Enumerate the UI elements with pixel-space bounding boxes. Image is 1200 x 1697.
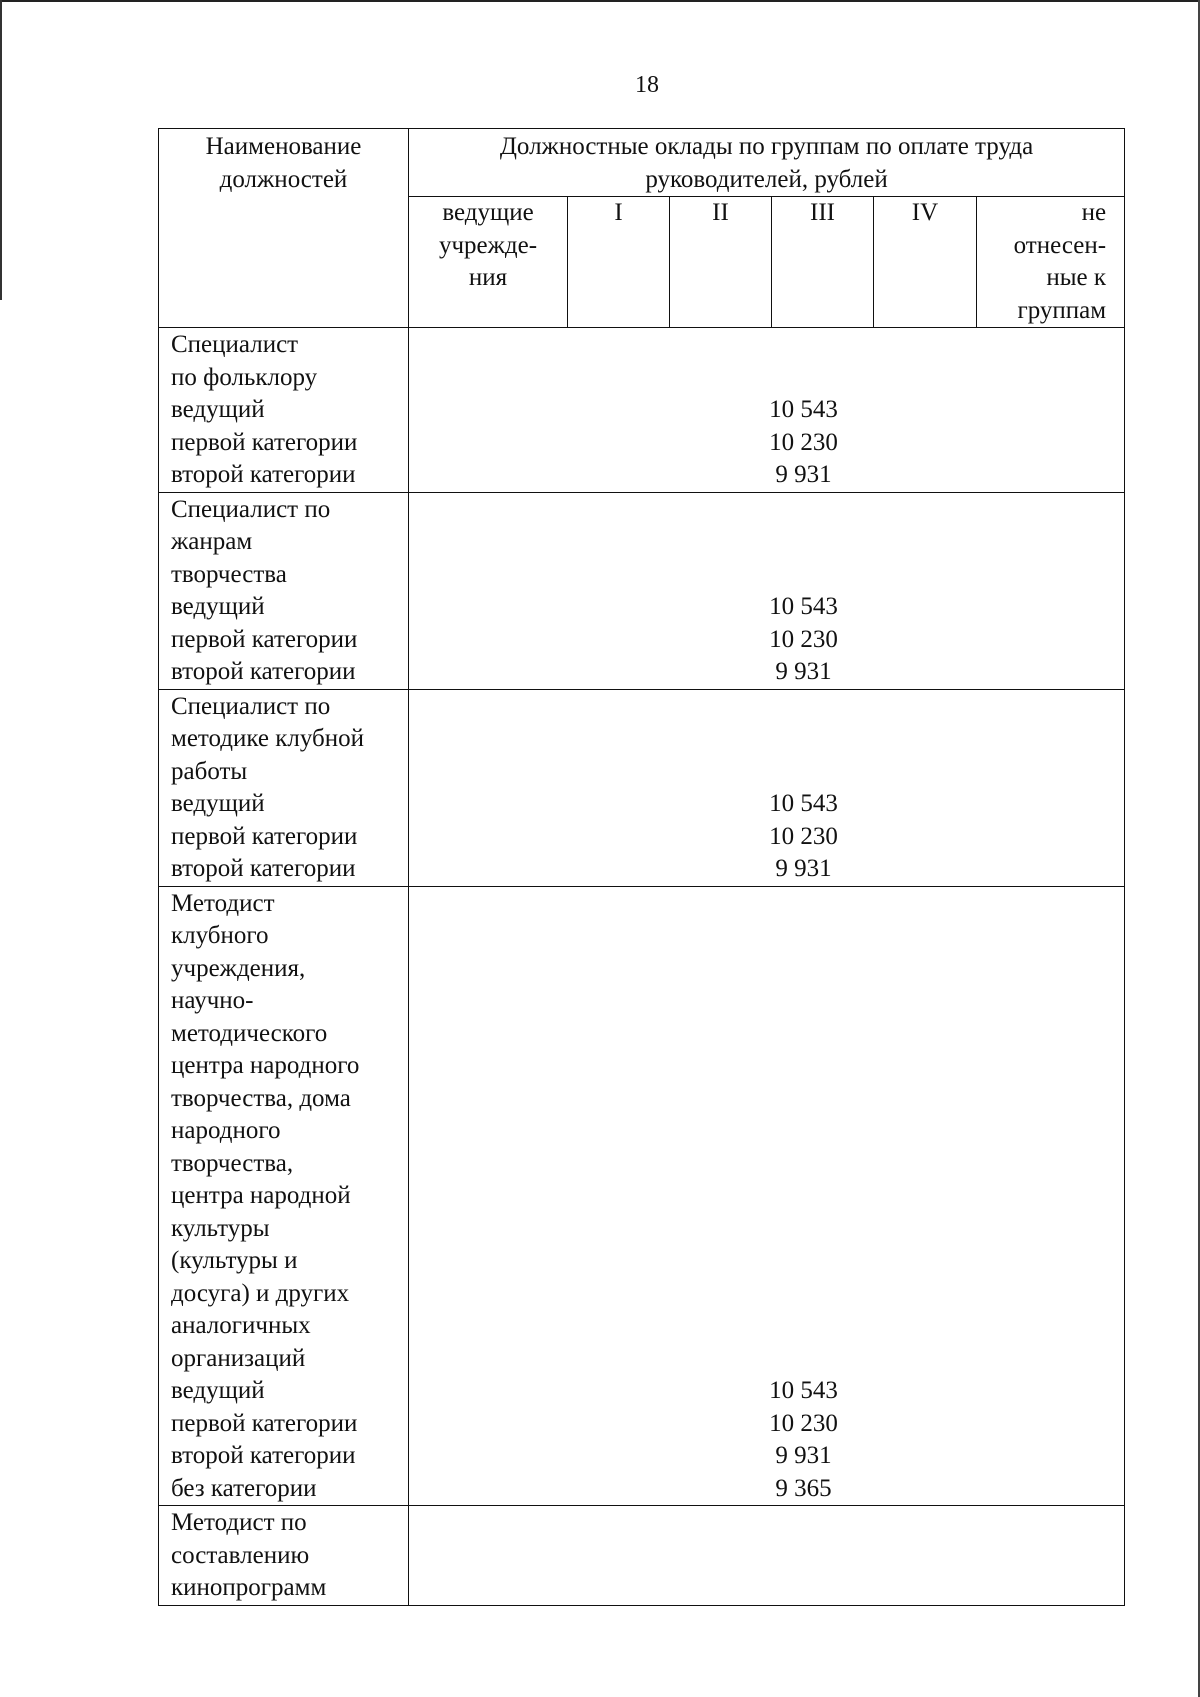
position-name-line: второй категории bbox=[171, 461, 356, 488]
position-name-line: методического bbox=[171, 1019, 328, 1047]
position-name-line: центра народной bbox=[171, 1182, 351, 1209]
position-name-cell bbox=[159, 886, 409, 1506]
salary-values-cell bbox=[409, 328, 1125, 493]
position-name-line: Методист bbox=[171, 889, 275, 917]
position-name-line: творчества bbox=[171, 560, 287, 588]
header-row bbox=[159, 129, 1125, 197]
position-name-line: досуга) и других bbox=[171, 1279, 350, 1307]
position-name-line: клубного bbox=[171, 922, 269, 949]
header-group-unassigned: не отнесен- ные к группам bbox=[977, 197, 1125, 328]
salary-value: 9 931 bbox=[775, 1442, 832, 1469]
position-name-line: ведущий bbox=[171, 396, 265, 423]
scan-edge bbox=[0, 0, 2, 300]
salary-values bbox=[409, 591, 1124, 689]
position-name-line: организаций bbox=[171, 1344, 306, 1372]
table-row bbox=[159, 328, 1125, 493]
position-name-line: научно- bbox=[171, 987, 254, 1014]
salary-values bbox=[409, 1375, 1124, 1505]
page-number: 18 bbox=[635, 72, 659, 98]
salary-value: 10 543 bbox=[769, 1377, 838, 1404]
position-name-line: Специалист по bbox=[171, 692, 331, 720]
position-name-line: творчества, дома bbox=[171, 1084, 351, 1112]
header-group-4: IV bbox=[874, 197, 977, 328]
salary-value: 9 931 bbox=[775, 658, 832, 685]
position-name-line: центра народного bbox=[171, 1052, 360, 1079]
header-group-3: III bbox=[772, 197, 874, 328]
position-name-line: (культуры и bbox=[171, 1247, 298, 1274]
position-name-line: первой категории bbox=[171, 1409, 358, 1437]
salary-values-cell bbox=[409, 492, 1125, 689]
salary-values bbox=[409, 394, 1124, 492]
salary-table bbox=[158, 128, 1125, 1606]
position-name-line: второй категории bbox=[171, 1442, 356, 1469]
salary-value: 9 365 bbox=[775, 1474, 832, 1502]
position-name-line: Методист по bbox=[171, 1509, 307, 1536]
position-name-line: второй категории bbox=[171, 855, 356, 882]
position-name-line: учреждения, bbox=[171, 954, 306, 982]
salary-values-cell bbox=[409, 1506, 1125, 1606]
position-name-line: работы bbox=[171, 757, 248, 785]
position-name-line: ведущий bbox=[171, 593, 265, 620]
salary-value: 10 230 bbox=[769, 822, 838, 850]
position-name-cell bbox=[159, 689, 409, 886]
position-name-line: по фольклору bbox=[171, 363, 318, 391]
salary-value: 10 543 bbox=[769, 790, 838, 817]
position-name-line: методике клубной bbox=[171, 725, 365, 752]
header-group-1: I bbox=[568, 197, 670, 328]
table-row bbox=[159, 1506, 1125, 1606]
table-row bbox=[159, 689, 1125, 886]
table-row bbox=[159, 492, 1125, 689]
position-name-line: второй категории bbox=[171, 658, 356, 685]
salary-value: 10 230 bbox=[769, 1409, 838, 1437]
position-name-line: первой категории bbox=[171, 625, 358, 653]
position-name-line: жанрам bbox=[171, 528, 253, 555]
position-name-cell bbox=[159, 492, 409, 689]
position-name-line: составлению bbox=[171, 1541, 310, 1569]
position-name-cell bbox=[159, 1506, 409, 1606]
position-name-line: народного bbox=[171, 1117, 281, 1144]
position-name-line: творчества, bbox=[171, 1149, 294, 1177]
table-row bbox=[159, 886, 1125, 1506]
position-name-line: ведущий bbox=[171, 1377, 265, 1404]
salary-value: 10 230 bbox=[769, 625, 838, 653]
header-position-name: Наименование должностей bbox=[159, 129, 409, 328]
position-name-line: ведущий bbox=[171, 790, 265, 817]
salary-value: 10 230 bbox=[769, 428, 838, 456]
header-salary-title: Должностные оклады по группам по оплате труда руководителей, рублей bbox=[409, 129, 1125, 197]
scan-edge bbox=[0, 0, 1200, 2]
salary-values-cell bbox=[409, 886, 1125, 1506]
position-name-line: аналогичных bbox=[171, 1312, 311, 1339]
position-name-line: кинопрограмм bbox=[171, 1574, 327, 1601]
salary-values-cell bbox=[409, 689, 1125, 886]
position-name-line: культуры bbox=[171, 1214, 270, 1242]
position-name-cell bbox=[159, 328, 409, 493]
position-name-line: без категории bbox=[171, 1474, 317, 1502]
position-name-line: первой категории bbox=[171, 428, 358, 456]
header-group-2: II bbox=[670, 197, 772, 328]
salary-values bbox=[409, 788, 1124, 886]
salary-value: 9 931 bbox=[775, 855, 832, 882]
salary-value: 10 543 bbox=[769, 593, 838, 620]
header-group-leading: ведущие учрежде- ния bbox=[409, 197, 568, 328]
position-name-line: Специалист bbox=[171, 331, 299, 358]
salary-value: 9 931 bbox=[775, 461, 832, 488]
position-name-line: первой категории bbox=[171, 822, 358, 850]
position-name-line: Специалист по bbox=[171, 495, 331, 523]
salary-value: 10 543 bbox=[769, 396, 838, 423]
